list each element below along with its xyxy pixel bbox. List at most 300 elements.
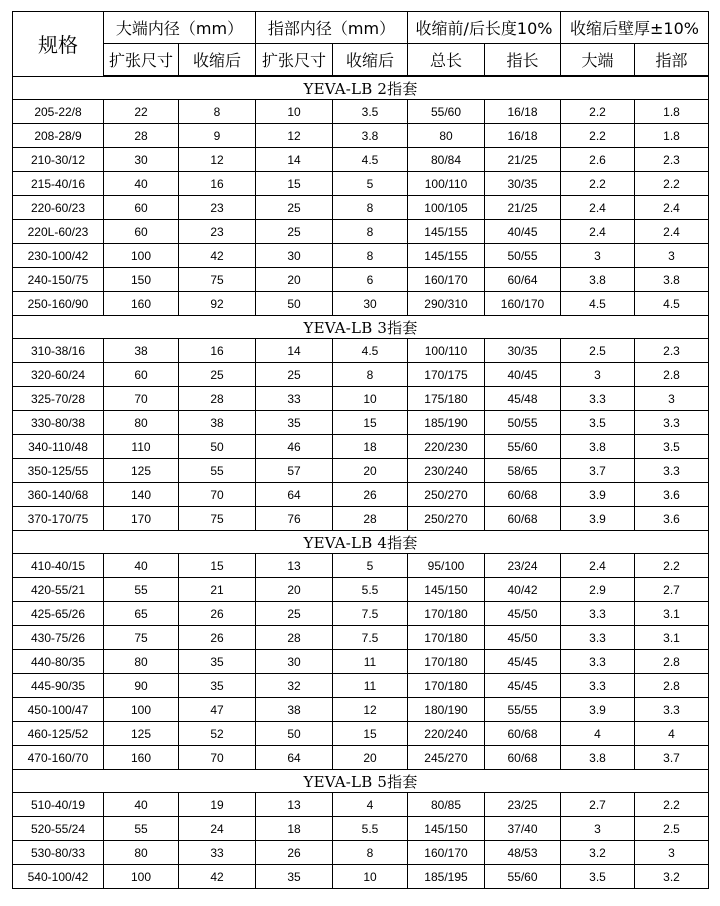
value-cell: 100 xyxy=(104,865,179,889)
table-row xyxy=(13,602,709,626)
spec-cell: 220L-60/23 xyxy=(13,220,104,244)
value-cell: 60 xyxy=(104,196,179,220)
value-cell: 26 xyxy=(333,483,408,507)
table-row xyxy=(13,841,709,865)
spec-cell: 430-75/26 xyxy=(13,626,104,650)
section-title: YEVA-LB 5指套 xyxy=(13,770,709,793)
value-cell: 1.8 xyxy=(635,100,709,124)
value-cell: 25 xyxy=(256,363,333,387)
table-row xyxy=(13,507,709,531)
table-row xyxy=(13,244,709,268)
value-cell: 3 xyxy=(635,387,709,411)
value-cell: 60/64 xyxy=(485,268,561,292)
value-cell: 47 xyxy=(179,698,256,722)
value-cell: 100 xyxy=(104,244,179,268)
table-row xyxy=(13,363,709,387)
value-cell: 16 xyxy=(179,339,256,363)
table-row xyxy=(13,268,709,292)
value-cell: 21/25 xyxy=(485,196,561,220)
table-row xyxy=(13,339,709,363)
spec-cell: 215-40/16 xyxy=(13,172,104,196)
value-cell: 2.5 xyxy=(635,817,709,841)
value-cell: 2.9 xyxy=(561,578,635,602)
value-cell: 13 xyxy=(256,554,333,578)
value-cell: 3.9 xyxy=(561,507,635,531)
value-cell: 42 xyxy=(179,244,256,268)
value-cell: 170/180 xyxy=(408,650,485,674)
value-cell: 38 xyxy=(256,698,333,722)
spec-cell: 510-40/19 xyxy=(13,793,104,817)
value-cell: 170/180 xyxy=(408,674,485,698)
value-cell: 35 xyxy=(256,865,333,889)
finger-length-header: 指长 xyxy=(485,44,561,77)
table-row xyxy=(13,172,709,196)
value-cell: 3.8 xyxy=(561,268,635,292)
value-cell: 5 xyxy=(333,172,408,196)
spec-cell: 320-60/24 xyxy=(13,363,104,387)
value-cell: 18 xyxy=(333,435,408,459)
table-row xyxy=(13,578,709,602)
value-cell: 2.8 xyxy=(635,650,709,674)
value-cell: 2.8 xyxy=(635,674,709,698)
spec-cell: 360-140/68 xyxy=(13,483,104,507)
value-cell: 45/50 xyxy=(485,626,561,650)
value-cell: 12 xyxy=(179,148,256,172)
value-cell: 185/195 xyxy=(408,865,485,889)
value-cell: 20 xyxy=(333,459,408,483)
expanded-size-header: 扩张尺寸 xyxy=(104,44,179,77)
value-cell: 15 xyxy=(333,722,408,746)
spec-cell: 530-80/33 xyxy=(13,841,104,865)
finger-expanded-header: 扩张尺寸 xyxy=(256,44,333,77)
value-cell: 20 xyxy=(256,578,333,602)
table-row xyxy=(13,650,709,674)
value-cell: 35 xyxy=(179,674,256,698)
value-cell: 3.3 xyxy=(561,602,635,626)
value-cell: 3.9 xyxy=(561,483,635,507)
value-cell: 15 xyxy=(179,554,256,578)
value-cell: 100 xyxy=(104,698,179,722)
value-cell: 18 xyxy=(256,817,333,841)
value-cell: 145/155 xyxy=(408,244,485,268)
value-cell: 40/42 xyxy=(485,578,561,602)
value-cell: 3.8 xyxy=(561,746,635,770)
value-cell: 46 xyxy=(256,435,333,459)
value-cell: 26 xyxy=(256,841,333,865)
value-cell: 2.4 xyxy=(561,554,635,578)
value-cell: 25 xyxy=(256,196,333,220)
value-cell: 20 xyxy=(256,268,333,292)
spec-cell: 425-65/26 xyxy=(13,602,104,626)
value-cell: 2.4 xyxy=(635,220,709,244)
table-row xyxy=(13,196,709,220)
value-cell: 16/18 xyxy=(485,100,561,124)
table-row xyxy=(13,387,709,411)
value-cell: 80/84 xyxy=(408,148,485,172)
value-cell: 3 xyxy=(561,363,635,387)
value-cell: 4.5 xyxy=(561,292,635,316)
value-cell: 3 xyxy=(635,841,709,865)
table-row xyxy=(13,698,709,722)
wall-thickness-header: 收缩后壁厚±10% xyxy=(561,12,709,44)
value-cell: 8 xyxy=(333,220,408,244)
spec-cell: 350-125/55 xyxy=(13,459,104,483)
section-title: YEVA-LB 4指套 xyxy=(13,531,709,554)
spec-cell: 370-170/75 xyxy=(13,507,104,531)
table-body xyxy=(13,76,709,889)
value-cell: 4 xyxy=(635,722,709,746)
value-cell: 2.3 xyxy=(635,148,709,172)
finger-wall-header: 指部 xyxy=(635,44,709,77)
value-cell: 28 xyxy=(256,626,333,650)
section-title: YEVA-LB 3指套 xyxy=(13,316,709,339)
value-cell: 55 xyxy=(179,459,256,483)
value-cell: 92 xyxy=(179,292,256,316)
value-cell: 15 xyxy=(333,411,408,435)
value-cell: 2.2 xyxy=(635,172,709,196)
spec-cell: 230-100/42 xyxy=(13,244,104,268)
value-cell: 16/18 xyxy=(485,124,561,148)
value-cell: 80 xyxy=(104,411,179,435)
value-cell: 23/24 xyxy=(485,554,561,578)
value-cell: 70 xyxy=(104,387,179,411)
value-cell: 70 xyxy=(179,746,256,770)
value-cell: 13 xyxy=(256,793,333,817)
value-cell: 245/270 xyxy=(408,746,485,770)
spec-cell: 420-55/21 xyxy=(13,578,104,602)
value-cell: 25 xyxy=(256,602,333,626)
value-cell: 160/170 xyxy=(485,292,561,316)
table-row xyxy=(13,626,709,650)
value-cell: 7.5 xyxy=(333,626,408,650)
value-cell: 16 xyxy=(179,172,256,196)
value-cell: 140 xyxy=(104,483,179,507)
value-cell: 3.7 xyxy=(561,459,635,483)
value-cell: 11 xyxy=(333,674,408,698)
value-cell: 45/45 xyxy=(485,674,561,698)
value-cell: 3.5 xyxy=(561,411,635,435)
table-row xyxy=(13,124,709,148)
length-header: 收缩前/后长度10% xyxy=(408,12,561,44)
value-cell: 2.2 xyxy=(561,172,635,196)
spec-cell: 445-90/35 xyxy=(13,674,104,698)
value-cell: 80 xyxy=(408,124,485,148)
spec-table-container xyxy=(12,11,709,889)
value-cell: 50 xyxy=(179,435,256,459)
value-cell: 160 xyxy=(104,746,179,770)
value-cell: 40 xyxy=(104,172,179,196)
value-cell: 65 xyxy=(104,602,179,626)
table-row xyxy=(13,554,709,578)
large-end-id-header: 大端内径（mm） xyxy=(104,12,256,44)
spec-cell: 440-80/35 xyxy=(13,650,104,674)
value-cell: 100/110 xyxy=(408,339,485,363)
spec-cell: 310-38/16 xyxy=(13,339,104,363)
value-cell: 5 xyxy=(333,554,408,578)
value-cell: 40/45 xyxy=(485,363,561,387)
value-cell: 60 xyxy=(104,220,179,244)
value-cell: 23 xyxy=(179,220,256,244)
spec-cell: 240-150/75 xyxy=(13,268,104,292)
value-cell: 33 xyxy=(256,387,333,411)
value-cell: 2.2 xyxy=(635,793,709,817)
value-cell: 2.4 xyxy=(561,196,635,220)
value-cell: 30 xyxy=(256,244,333,268)
value-cell: 24 xyxy=(179,817,256,841)
value-cell: 2.7 xyxy=(635,578,709,602)
value-cell: 180/190 xyxy=(408,698,485,722)
value-cell: 230/240 xyxy=(408,459,485,483)
value-cell: 48/53 xyxy=(485,841,561,865)
table-row xyxy=(13,865,709,889)
value-cell: 3 xyxy=(561,817,635,841)
finger-shrunk-header: 收缩后 xyxy=(333,44,408,77)
spec-cell: 460-125/52 xyxy=(13,722,104,746)
table-row xyxy=(13,746,709,770)
value-cell: 3.2 xyxy=(561,841,635,865)
value-cell: 32 xyxy=(256,674,333,698)
value-cell: 3 xyxy=(635,244,709,268)
value-cell: 20 xyxy=(333,746,408,770)
section-header-row xyxy=(13,531,709,554)
value-cell: 75 xyxy=(179,268,256,292)
table-row xyxy=(13,292,709,316)
table-row xyxy=(13,435,709,459)
value-cell: 26 xyxy=(179,602,256,626)
value-cell: 40 xyxy=(104,793,179,817)
value-cell: 28 xyxy=(104,124,179,148)
value-cell: 64 xyxy=(256,746,333,770)
value-cell: 28 xyxy=(333,507,408,531)
section-header-row xyxy=(13,316,709,339)
value-cell: 80 xyxy=(104,650,179,674)
section-header-row xyxy=(13,76,709,100)
value-cell: 3.1 xyxy=(635,626,709,650)
spec-cell: 520-55/24 xyxy=(13,817,104,841)
table-row xyxy=(13,220,709,244)
section-title: YEVA-LB 2指套 xyxy=(13,76,709,100)
value-cell: 70 xyxy=(179,483,256,507)
value-cell: 60 xyxy=(104,363,179,387)
value-cell: 5.5 xyxy=(333,578,408,602)
value-cell: 22 xyxy=(104,100,179,124)
value-cell: 2.4 xyxy=(561,220,635,244)
value-cell: 2.6 xyxy=(561,148,635,172)
value-cell: 55/60 xyxy=(408,100,485,124)
spec-cell: 540-100/42 xyxy=(13,865,104,889)
value-cell: 25 xyxy=(256,220,333,244)
value-cell: 12 xyxy=(333,698,408,722)
value-cell: 145/150 xyxy=(408,817,485,841)
value-cell: 145/150 xyxy=(408,578,485,602)
table-header xyxy=(13,12,709,77)
value-cell: 250/270 xyxy=(408,483,485,507)
value-cell: 3 xyxy=(561,244,635,268)
value-cell: 3.3 xyxy=(635,459,709,483)
value-cell: 8 xyxy=(333,841,408,865)
value-cell: 2.8 xyxy=(635,363,709,387)
value-cell: 2.2 xyxy=(635,554,709,578)
value-cell: 3.9 xyxy=(561,698,635,722)
value-cell: 50/55 xyxy=(485,244,561,268)
value-cell: 3.8 xyxy=(561,435,635,459)
table-row xyxy=(13,793,709,817)
value-cell: 58/65 xyxy=(485,459,561,483)
value-cell: 23/25 xyxy=(485,793,561,817)
value-cell: 80 xyxy=(104,841,179,865)
value-cell: 28 xyxy=(179,387,256,411)
value-cell: 30/35 xyxy=(485,339,561,363)
value-cell: 80/85 xyxy=(408,793,485,817)
value-cell: 38 xyxy=(104,339,179,363)
value-cell: 60/68 xyxy=(485,746,561,770)
value-cell: 45/48 xyxy=(485,387,561,411)
value-cell: 290/310 xyxy=(408,292,485,316)
value-cell: 33 xyxy=(179,841,256,865)
spec-cell: 330-80/38 xyxy=(13,411,104,435)
value-cell: 160/170 xyxy=(408,268,485,292)
table-row xyxy=(13,411,709,435)
value-cell: 95/100 xyxy=(408,554,485,578)
value-cell: 3.1 xyxy=(635,602,709,626)
value-cell: 45/50 xyxy=(485,602,561,626)
table-row xyxy=(13,483,709,507)
value-cell: 4 xyxy=(333,793,408,817)
value-cell: 42 xyxy=(179,865,256,889)
value-cell: 75 xyxy=(104,626,179,650)
spec-cell: 410-40/15 xyxy=(13,554,104,578)
spec-cell: 208-28/9 xyxy=(13,124,104,148)
value-cell: 170 xyxy=(104,507,179,531)
value-cell: 10 xyxy=(256,100,333,124)
spec-cell: 340-110/48 xyxy=(13,435,104,459)
value-cell: 10 xyxy=(333,865,408,889)
value-cell: 220/240 xyxy=(408,722,485,746)
table-row xyxy=(13,817,709,841)
value-cell: 8 xyxy=(333,196,408,220)
value-cell: 12 xyxy=(256,124,333,148)
value-cell: 55/60 xyxy=(485,435,561,459)
value-cell: 4 xyxy=(561,722,635,746)
spec-cell: 210-30/12 xyxy=(13,148,104,172)
spec-cell: 205-22/8 xyxy=(13,100,104,124)
value-cell: 52 xyxy=(179,722,256,746)
value-cell: 55 xyxy=(104,817,179,841)
value-cell: 30 xyxy=(104,148,179,172)
value-cell: 60/68 xyxy=(485,722,561,746)
value-cell: 2.5 xyxy=(561,339,635,363)
value-cell: 3.8 xyxy=(333,124,408,148)
value-cell: 55 xyxy=(104,578,179,602)
value-cell: 50 xyxy=(256,292,333,316)
value-cell: 160 xyxy=(104,292,179,316)
value-cell: 2.2 xyxy=(561,100,635,124)
value-cell: 6 xyxy=(333,268,408,292)
value-cell: 30 xyxy=(333,292,408,316)
shrunk-size-header: 收缩后 xyxy=(179,44,256,77)
value-cell: 3.3 xyxy=(635,698,709,722)
value-cell: 3.6 xyxy=(635,483,709,507)
value-cell: 150 xyxy=(104,268,179,292)
value-cell: 26 xyxy=(179,626,256,650)
value-cell: 8 xyxy=(333,244,408,268)
spec-cell: 470-160/70 xyxy=(13,746,104,770)
value-cell: 60/68 xyxy=(485,507,561,531)
value-cell: 3.5 xyxy=(333,100,408,124)
value-cell: 3.6 xyxy=(635,507,709,531)
spec-cell: 325-70/28 xyxy=(13,387,104,411)
value-cell: 100/110 xyxy=(408,172,485,196)
spec-header: 规格 xyxy=(13,12,104,77)
spec-cell: 250-160/90 xyxy=(13,292,104,316)
table-row xyxy=(13,722,709,746)
value-cell: 3.7 xyxy=(635,746,709,770)
section-header-row xyxy=(13,770,709,793)
value-cell: 30 xyxy=(256,650,333,674)
value-cell: 75 xyxy=(179,507,256,531)
value-cell: 175/180 xyxy=(408,387,485,411)
value-cell: 3.5 xyxy=(635,435,709,459)
value-cell: 55/60 xyxy=(485,865,561,889)
value-cell: 2.4 xyxy=(635,196,709,220)
value-cell: 3.3 xyxy=(561,387,635,411)
value-cell: 170/180 xyxy=(408,626,485,650)
table-row xyxy=(13,674,709,698)
value-cell: 25 xyxy=(179,363,256,387)
value-cell: 185/190 xyxy=(408,411,485,435)
value-cell: 1.8 xyxy=(635,124,709,148)
value-cell: 3.3 xyxy=(561,674,635,698)
value-cell: 3.3 xyxy=(561,650,635,674)
value-cell: 145/155 xyxy=(408,220,485,244)
spec-table xyxy=(12,11,709,889)
value-cell: 8 xyxy=(333,363,408,387)
value-cell: 55/55 xyxy=(485,698,561,722)
value-cell: 4.5 xyxy=(333,339,408,363)
value-cell: 23 xyxy=(179,196,256,220)
large-end-wall-header: 大端 xyxy=(561,44,635,77)
value-cell: 125 xyxy=(104,722,179,746)
value-cell: 3.5 xyxy=(561,865,635,889)
value-cell: 37/40 xyxy=(485,817,561,841)
value-cell: 35 xyxy=(256,411,333,435)
table-row xyxy=(13,100,709,124)
value-cell: 21 xyxy=(179,578,256,602)
value-cell: 3.3 xyxy=(635,411,709,435)
value-cell: 50/55 xyxy=(485,411,561,435)
value-cell: 2.2 xyxy=(561,124,635,148)
table-row xyxy=(13,459,709,483)
value-cell: 3.3 xyxy=(561,626,635,650)
value-cell: 2.3 xyxy=(635,339,709,363)
value-cell: 9 xyxy=(179,124,256,148)
value-cell: 35 xyxy=(179,650,256,674)
value-cell: 110 xyxy=(104,435,179,459)
value-cell: 19 xyxy=(179,793,256,817)
value-cell: 170/180 xyxy=(408,602,485,626)
value-cell: 40 xyxy=(104,554,179,578)
value-cell: 100/105 xyxy=(408,196,485,220)
value-cell: 160/170 xyxy=(408,841,485,865)
value-cell: 76 xyxy=(256,507,333,531)
spec-cell: 450-100/47 xyxy=(13,698,104,722)
value-cell: 21/25 xyxy=(485,148,561,172)
value-cell: 40/45 xyxy=(485,220,561,244)
value-cell: 220/230 xyxy=(408,435,485,459)
value-cell: 4.5 xyxy=(333,148,408,172)
value-cell: 45/45 xyxy=(485,650,561,674)
value-cell: 4.5 xyxy=(635,292,709,316)
